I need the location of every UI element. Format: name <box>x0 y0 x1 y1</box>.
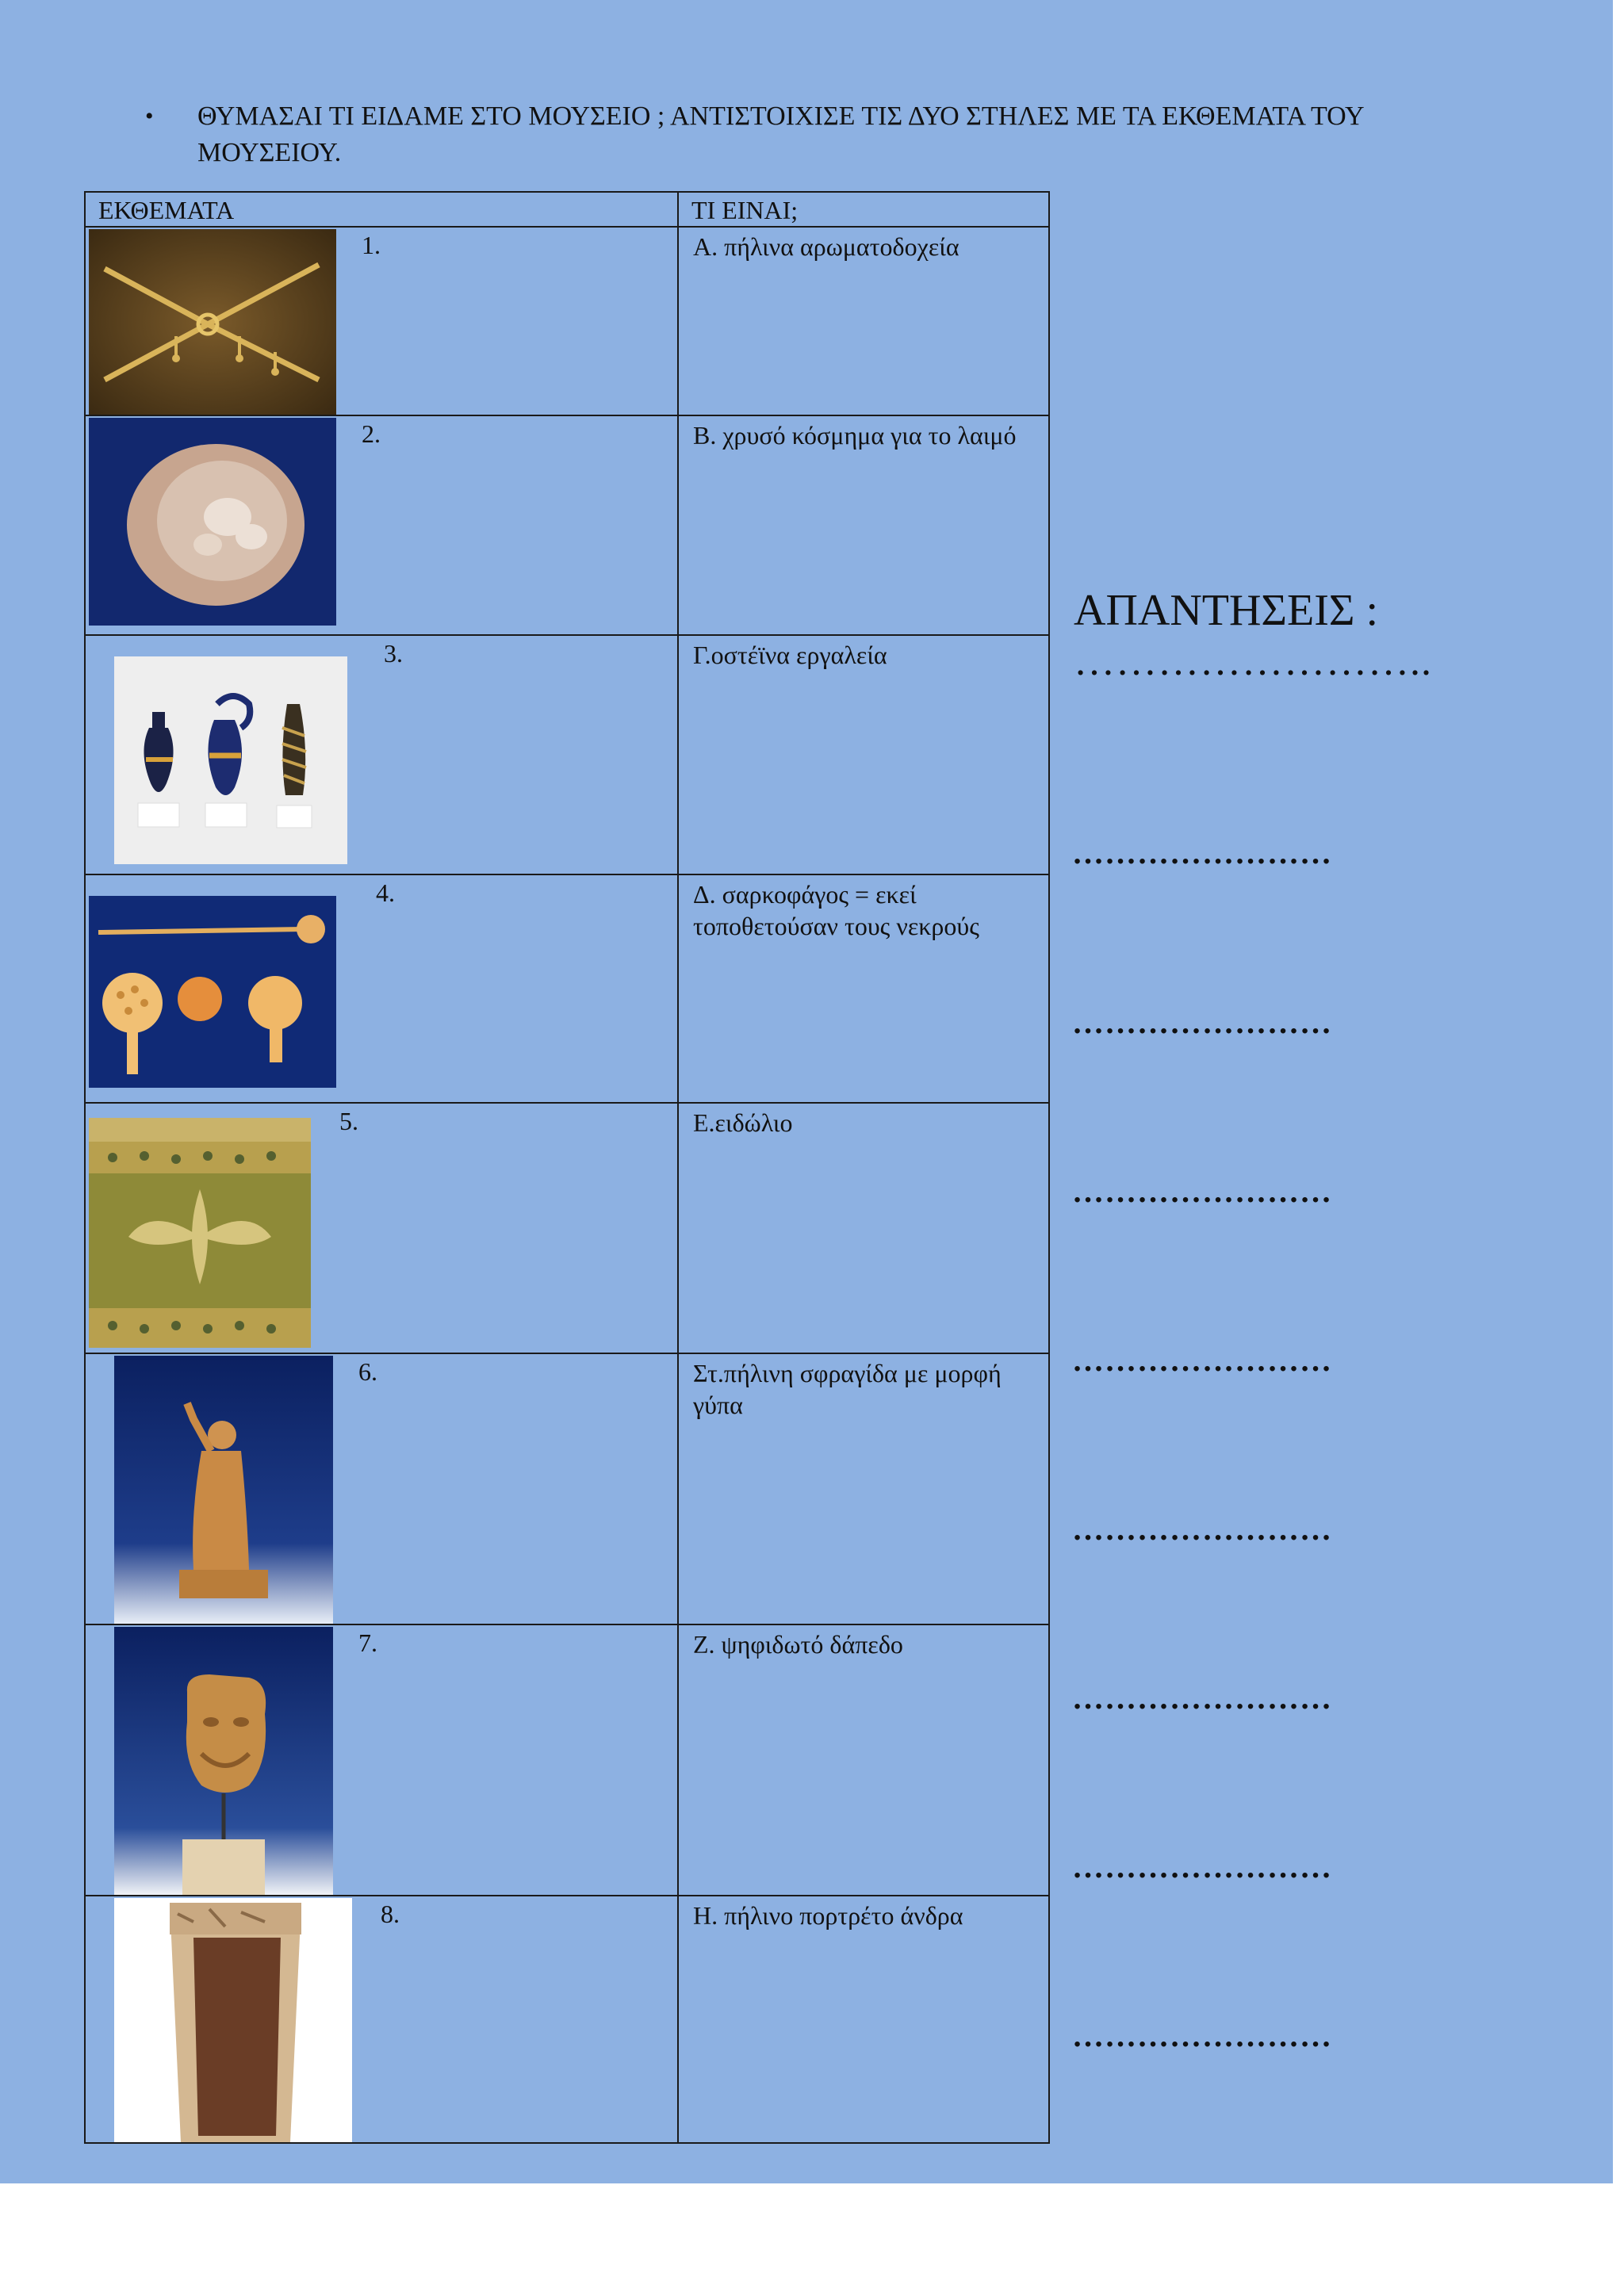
table-row <box>85 415 1049 635</box>
mosaic-floor-photo <box>89 1118 311 1348</box>
exhibit-number: 2. <box>362 419 381 448</box>
table-row <box>85 1624 1049 1896</box>
exhibit-description: Α. πήλινα αρωματοδοχεία <box>693 232 959 261</box>
perfume-vases-photo <box>114 656 347 864</box>
table-row <box>85 1896 1049 2143</box>
header-what-is-it: ΤΙ ΕΙΝΑΙ; <box>691 196 799 224</box>
answer-line[interactable]: …………………… <box>1072 2018 1332 2053</box>
exhibit-number: 4. <box>376 878 395 907</box>
answers-title: ΑΠΑΝΤΗΣΕΙΣ : <box>1074 586 1379 635</box>
table-row <box>85 1353 1049 1624</box>
exhibit-number: 1. <box>362 231 381 259</box>
answer-line[interactable]: …………………… <box>1072 1173 1332 1209</box>
exhibit-number: 7. <box>358 1628 377 1657</box>
instruction-text: ΘΥΜΑΣΑΙ ΤΙ ΕΙΔΑΜΕ ΣΤΟ ΜΟΥΣΕΙΟ ; ΑΝΤΙΣΤΟΙΧΙΣΕ ΤΙΣ ΔΥΟ ΣΤΗΛΕΣ ΜΕ ΤΑ ΕΚΘΕΜΑΤΑ ΤΟΥ ΜΟΥΣΕΙΟΥ. <box>197 101 1364 167</box>
answer-line[interactable]: …………………… <box>1072 1342 1332 1378</box>
table-row <box>85 227 1049 415</box>
answers-section <box>1074 583 1432 686</box>
bullet-icon: • <box>145 103 154 129</box>
clay-seal-photo <box>89 418 336 626</box>
clay-head-photo <box>114 1627 333 1895</box>
table-row <box>85 1103 1049 1353</box>
figurine-photo <box>114 1356 333 1624</box>
exhibit-description: Στ.πήλινη σφραγίδα με μορφή γύπα <box>693 1359 1002 1419</box>
exhibit-number: 5. <box>339 1107 358 1135</box>
header-exhibits: ΕΚΘΕΜΑΤΑ <box>98 196 235 224</box>
table-row <box>85 635 1049 874</box>
exhibit-description: Γ.οστέϊνα εργαλεία <box>693 641 887 669</box>
matching-table <box>84 191 1050 2144</box>
table-header-row <box>85 192 1049 227</box>
answer-line[interactable]: …………………… <box>1072 1680 1332 1716</box>
exhibit-description: Δ. σαρκοφάγος = εκεί τοποθετούσαν τους νεκρούς <box>693 880 979 940</box>
sarcophagus-photo <box>114 1898 352 2142</box>
bone-tools-photo <box>89 896 336 1088</box>
answer-line-first[interactable]: …………………….. <box>1074 639 1432 684</box>
answer-line[interactable]: …………………… <box>1072 1004 1332 1040</box>
table-row <box>85 874 1049 1103</box>
instruction <box>147 98 1495 171</box>
exhibit-description: Ε.ειδώλιο <box>693 1108 793 1137</box>
answer-line[interactable]: …………………… <box>1072 1511 1332 1547</box>
exhibit-number: 3. <box>384 639 403 668</box>
exhibit-description: Η. πήλινο πορτρέτο άνδρα <box>693 1901 963 1930</box>
exhibit-description: Β. χρυσό κόσμημα για το λαιμό <box>693 421 1017 450</box>
gold-necklace-photo <box>89 229 336 415</box>
exhibit-number: 8. <box>381 1900 400 1928</box>
answer-line[interactable]: …………………… <box>1072 835 1332 871</box>
answer-line[interactable]: …………………… <box>1072 1849 1332 1885</box>
exhibit-number: 6. <box>358 1357 377 1386</box>
exhibit-description: Ζ. ψηφιδωτό δάπεδο <box>693 1630 903 1659</box>
